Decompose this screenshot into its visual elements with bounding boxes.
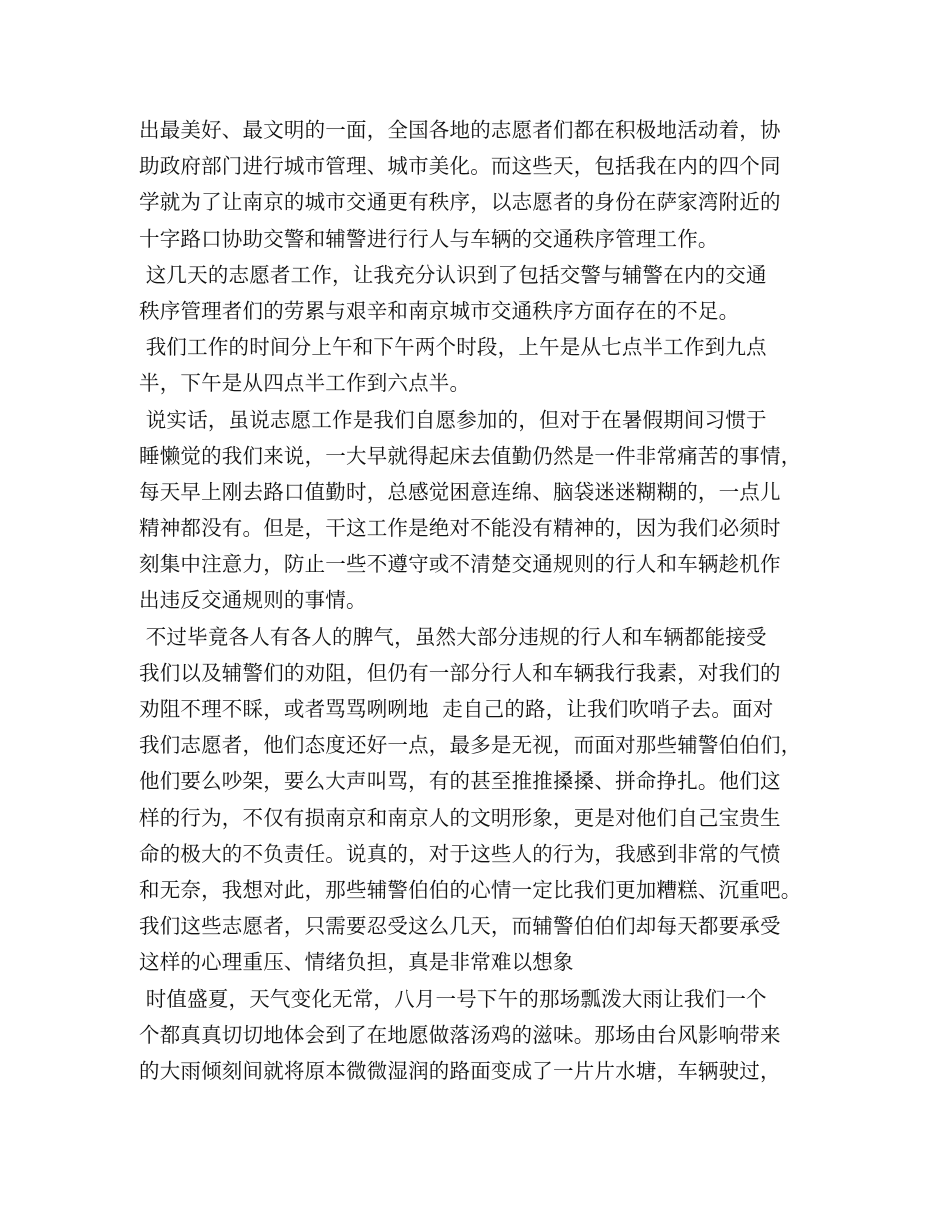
text-line: 我们以及辅警们的劝阻，但仍有一部分行人和车辆我行我素，对我们的 [139, 660, 781, 685]
text-line: 不过毕竟各人有各人的脾气，虽然大部分违规的行人和车辆都能接受 [139, 624, 767, 649]
text-line: 劝阻不理不睬，或者骂骂咧咧地 走自己的路，让我们吹哨子去。面对 [139, 697, 774, 721]
text-line: 的大雨倾刻间就将原本微微湿润的路面变成了一片片水塘，车辆驶过， [139, 1058, 781, 1083]
text-line: 出违反交通规则的事情。 [139, 588, 367, 613]
text-line: 这几天的志愿者工作，让我充分认识到了包括交警与辅警在内的交通 [139, 262, 767, 287]
text-line: 半，下午是从四点半工作到六点半。 [139, 371, 471, 396]
text-line: 样的行为，不仅有损南京和南京人的文明形象，更是对他们自己宝贵生 [139, 805, 781, 830]
text-line: 学就为了让南京的城市交通更有秩序，以志愿者的身份在萨家湾附近的 [139, 190, 781, 215]
text-line: 个都真真切切地体会到了在地愿做落汤鸡的滋味。那场由台风影响带来 [139, 1022, 781, 1047]
text-line: 和无奈，我想对此，那些辅警伯伯的心情一定比我们更加糟糕、沉重吧。 [139, 877, 802, 902]
text-line: 时值盛夏，天气变化无常，八月一号下午的那场瓢泼大雨让我们一个 [139, 986, 767, 1011]
text-line: 这样的心理重压、情绪负担，真是非常难以想象 [139, 950, 574, 975]
text-line: 每天早上刚去路口值勤时，总感觉困意连绵、脑袋迷迷糊糊的，一点儿 [139, 479, 781, 504]
text-line: 说实话，虽说志愿工作是我们自愿参加的，但对于在暑假期间习惯于 [139, 407, 767, 432]
text-line: 命的极大的不负责任。说真的，对于这些人的行为，我感到非常的气愤 [139, 841, 781, 866]
text-line: 他们要么吵架，要么大声叫骂，有的甚至推推搡搡、拼命挣扎。他们这 [139, 769, 781, 794]
text-line: 我们工作的时间分上午和下午两个时段，上午是从七点半工作到九点 [139, 335, 767, 360]
text-line: 十字路口协助交警和辅警进行行人与车辆的交通秩序管理工作。 [139, 226, 719, 251]
text-line: 刻集中注意力，防止一些不遵守或不清楚交通规则的行人和车辆趁机作 [139, 552, 781, 577]
text-line: 秩序管理者们的劳累与艰辛和南京城市交通秩序方面存在的不足。 [139, 298, 740, 323]
text-line: 我们这些志愿者，只需要忍受这么几天，而辅警伯伯们却每天都要承受 [139, 914, 781, 939]
text-line: 我们志愿者，他们态度还好一点，最多是无视，而面对那些辅警伯伯们， [139, 733, 802, 758]
text-line: 精神都没有。但是，干这工作是绝对不能没有精神的，因为我们必须时 [139, 516, 781, 541]
text-line: 睡懒觉的我们来说，一大早就得起床去值勤仍然是一件非常痛苦的事情， [139, 443, 802, 468]
document-body [139, 112, 829, 1089]
text-line: 助政府部门进行城市管理、城市美化。而这些天，包括我在内的四个同 [139, 154, 781, 179]
text-line: 出最美好、最文明的一面，全国各地的志愿者们都在积极地活动着，协 [139, 118, 781, 142]
